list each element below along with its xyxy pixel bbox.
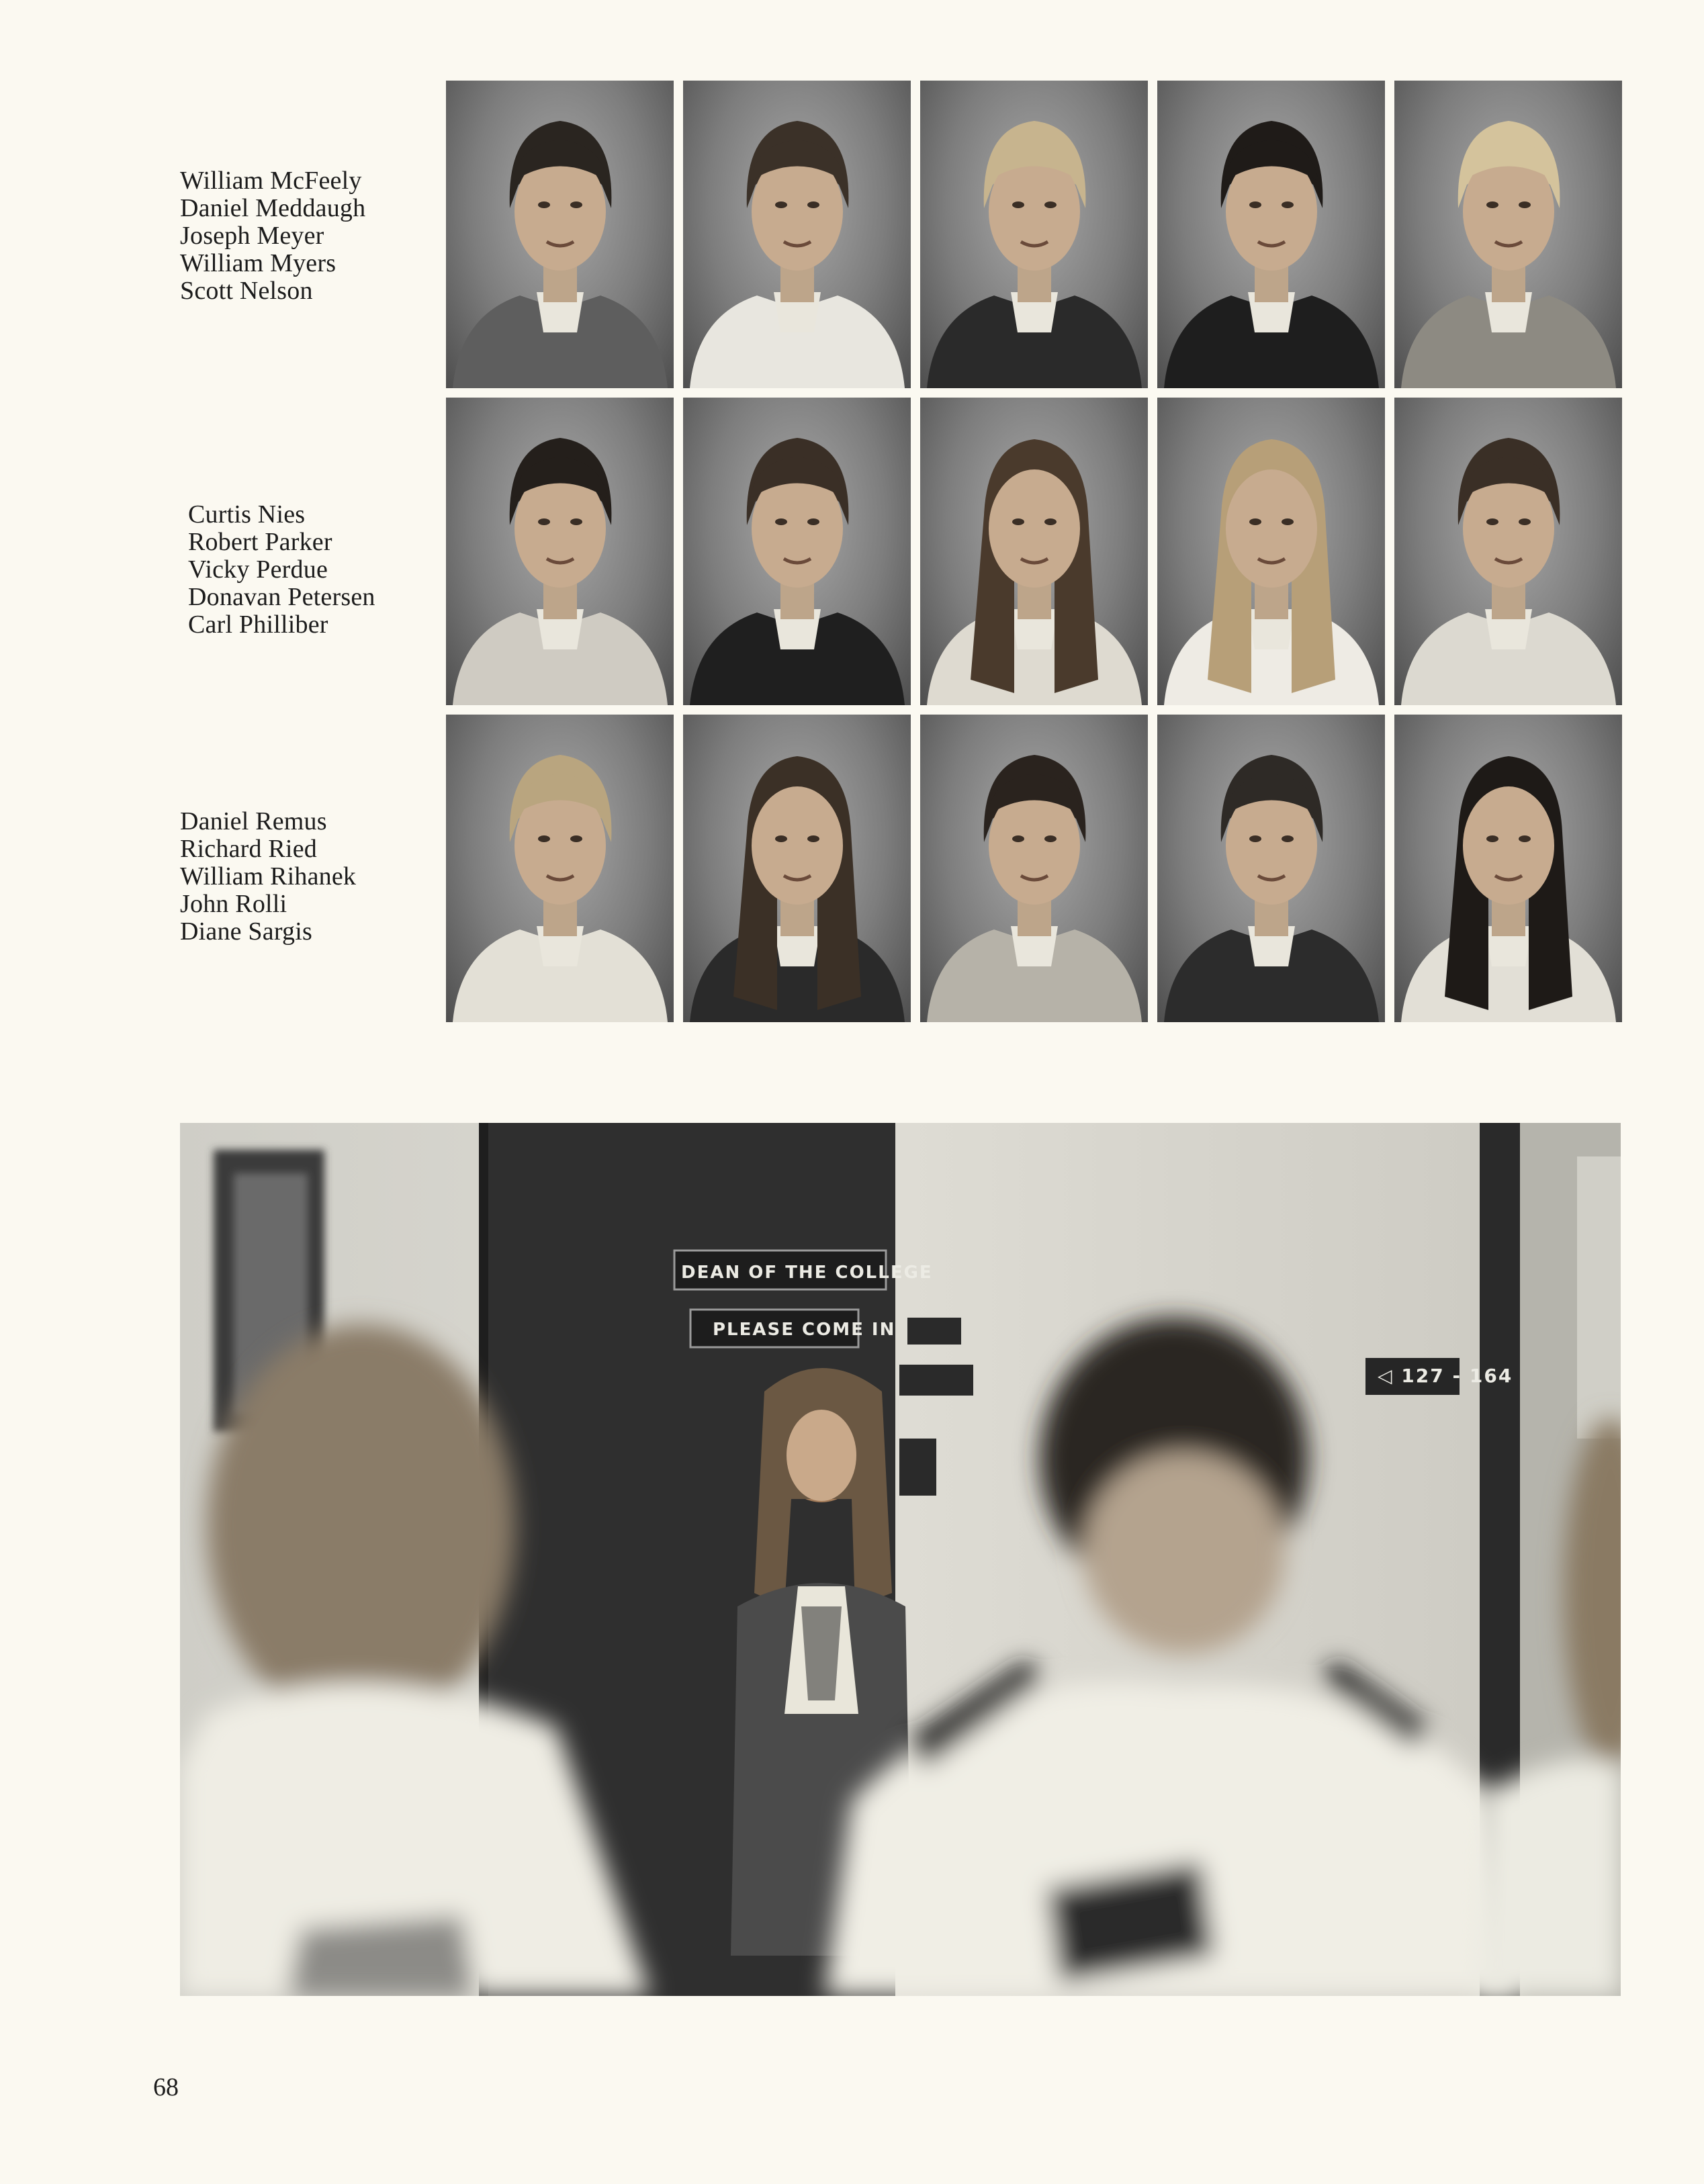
student-name: Diane Sargis bbox=[180, 917, 312, 946]
student-portrait-photo bbox=[683, 81, 911, 388]
student-portrait-photo bbox=[1394, 398, 1622, 705]
student-name: Richard Ried bbox=[180, 835, 317, 863]
portrait-illustration bbox=[683, 715, 911, 1022]
portrait-illustration bbox=[683, 81, 911, 388]
student-name: John Rolli bbox=[180, 890, 287, 918]
hallway-photo-illustration bbox=[180, 1123, 1621, 1996]
student-portrait-photo bbox=[920, 715, 1148, 1022]
portrait-illustration bbox=[920, 715, 1148, 1022]
student-portrait-photo bbox=[683, 398, 911, 705]
room-number-sign-text bbox=[1378, 1365, 1513, 1387]
student-portrait-photo bbox=[1394, 715, 1622, 1022]
portrait-illustration bbox=[1157, 398, 1385, 705]
student-name: Scott Nelson bbox=[180, 277, 313, 305]
student-name: William McFeely bbox=[180, 167, 362, 195]
student-portrait-photo bbox=[1394, 81, 1622, 388]
student-name: Vicky Perdue bbox=[188, 555, 328, 584]
portrait-illustration bbox=[446, 715, 674, 1022]
student-name: Daniel Meddaugh bbox=[180, 194, 366, 222]
portrait-grid bbox=[446, 81, 1622, 1022]
student-portrait-photo bbox=[920, 81, 1148, 388]
student-name: Curtis Nies bbox=[188, 500, 306, 529]
portrait-illustration bbox=[446, 398, 674, 705]
name-list-row-2 bbox=[188, 501, 375, 639]
student-portrait-photo bbox=[446, 715, 674, 1022]
student-name: Donavan Petersen bbox=[188, 583, 375, 611]
portrait-illustration bbox=[920, 81, 1148, 388]
student-portrait-photo bbox=[1157, 398, 1385, 705]
portrait-illustration bbox=[683, 398, 911, 705]
name-list-row-1 bbox=[180, 167, 365, 305]
arrow-left-icon: ◁ bbox=[1378, 1365, 1394, 1387]
portrait-illustration bbox=[920, 398, 1148, 705]
student-name: Joseph Meyer bbox=[180, 222, 324, 250]
student-name: William Rihanek bbox=[180, 862, 357, 891]
student-portrait-photo bbox=[683, 715, 911, 1022]
portrait-illustration bbox=[1394, 398, 1622, 705]
student-name: William Myers bbox=[180, 249, 337, 277]
student-portrait-photo bbox=[1157, 715, 1385, 1022]
page-number: 68 bbox=[153, 2073, 179, 2101]
student-portrait-photo bbox=[446, 81, 674, 388]
portrait-illustration bbox=[1394, 81, 1622, 388]
student-portrait-photo bbox=[446, 398, 674, 705]
portrait-illustration bbox=[1157, 81, 1385, 388]
portrait-illustration bbox=[1157, 715, 1385, 1022]
candid-hallway-photo bbox=[180, 1123, 1621, 1996]
student-name: Daniel Remus bbox=[180, 807, 327, 835]
student-name: Robert Parker bbox=[188, 528, 332, 556]
student-portrait-photo bbox=[1157, 81, 1385, 388]
student-portrait-photo bbox=[920, 398, 1148, 705]
room-range-label: 127 - 164 bbox=[1401, 1365, 1513, 1387]
student-name: Carl Philliber bbox=[188, 610, 328, 639]
portrait-illustration bbox=[446, 81, 674, 388]
portrait-illustration bbox=[1394, 715, 1622, 1022]
name-list-row-3 bbox=[180, 808, 356, 946]
dean-sign-text: DEAN OF THE COLLEGE bbox=[681, 1263, 933, 1283]
come-in-sign-text: PLEASE COME IN bbox=[713, 1320, 896, 1340]
